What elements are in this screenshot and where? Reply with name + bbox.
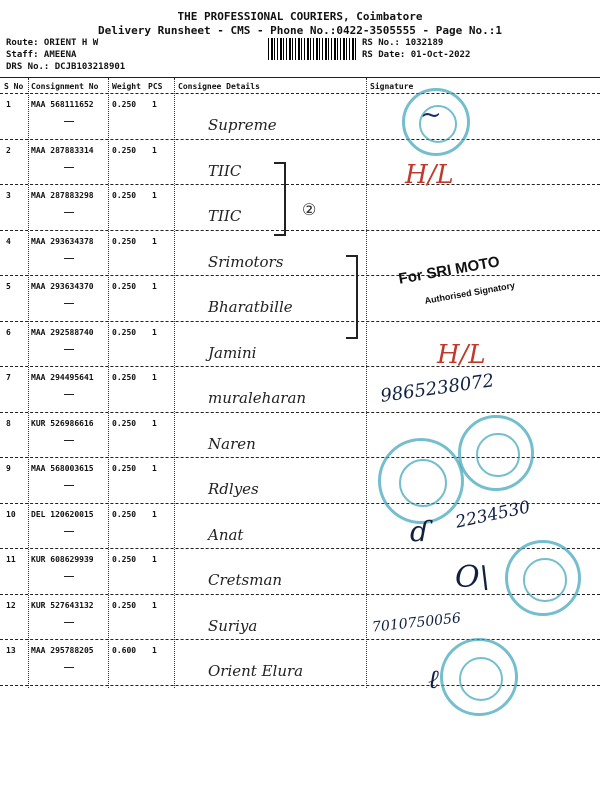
row-dash-mark [64,258,74,259]
col-divider [108,78,109,688]
row-sno: 5 [6,282,11,291]
row-separator [0,139,600,140]
col-header-sno: S No [4,82,24,91]
row-separator [0,412,600,413]
row-weight: 0.250 [112,236,137,246]
company-stamp [505,540,581,616]
col-header-signature: Signature [370,82,414,91]
row-dash-mark [64,440,74,441]
red-hl-mark: H/L [437,340,486,370]
row-dash-mark [64,531,74,532]
row-consignee: Jamini [208,343,257,362]
row-consignee: muraleharan [208,389,307,407]
row-pcs: 1 [152,509,157,519]
row-sno: 1 [6,100,11,109]
col-header-weight: Weight [112,82,141,91]
row-separator [0,230,600,231]
row-sno: 11 [6,555,16,564]
row-dash-mark [64,303,74,304]
row-consignee: Suriya [208,616,258,635]
row-dash-mark [64,121,74,122]
col-header-consignee: Consignee Details [178,82,260,91]
col-header-consignment: Consignment No [31,82,99,91]
row-weight: 0.250 [112,373,137,382]
row-pcs: 1 [152,464,157,473]
company-stamp [440,638,518,716]
row-consignment-no: MAA 293634370 [31,282,94,291]
row-sno: 13 [6,646,16,655]
row-sno: 4 [6,236,11,246]
row-consignment-no: MAA 568111652 [31,100,94,109]
row-weight: 0.600 [112,646,137,655]
number-handwritten: 2234530 [453,497,532,533]
runsheet-subtitle: Delivery Runsheet - CMS - Phone No.:0422-3505555 - Page No.:1 [98,24,502,37]
row-weight: 0.250 [112,282,137,291]
row-separator [0,321,600,322]
col-divider [174,78,175,688]
row-weight: 0.250 [112,418,137,428]
row-weight: 0.250 [112,191,137,200]
rs-no-label: RS No.: 1032189 [362,38,444,48]
row-weight: 0.250 [112,509,137,519]
row-separator [0,548,600,549]
row-dash-mark [64,622,74,623]
row-consignment-no: DEL 120620015 [31,509,94,519]
row-pcs: 1 [152,418,157,428]
signature-scribble: ~ [420,100,442,130]
red-hl-mark: H/L [405,160,454,190]
row-dash-mark [64,212,74,213]
row-sno: 10 [6,509,16,519]
drs-label: DRS No.: DCJB103218901 [6,62,126,72]
row-consignment-no: MAA 295788205 [31,646,94,655]
row-pcs: 1 [152,100,157,109]
header-top-line [0,77,600,78]
signature-scribble: O\ [455,560,490,595]
company-title: THE PROFESSIONAL COURIERS, Coimbatore [177,10,423,23]
row-consignment-no: MAA 294495641 [31,373,94,382]
row-consignee: Bharatbille [208,298,293,316]
row-dash-mark [64,167,74,168]
row-consignee: Naren [208,434,256,453]
row-consignment-no: KUR 526986616 [31,418,94,428]
row-consignee: Supreme [208,116,277,134]
route-label: Route: ORIENT H W [6,38,99,48]
row-sno: 9 [6,464,11,473]
staff-label: Staff: AMEENA [6,50,77,60]
phone-handwritten: 9865238072 [379,370,496,407]
row-consignment-no: MAA 287883314 [31,145,94,155]
row-sno: 6 [6,327,11,337]
company-stamp [458,415,534,491]
bracket-mark [346,255,358,339]
row-pcs: 1 [152,555,157,564]
row-sno: 3 [6,191,11,200]
row-pcs: 1 [152,236,157,246]
row-dash-mark [64,485,74,486]
signature-scribble: ɗ [410,515,430,548]
row-pcs: 1 [152,600,157,610]
row-pcs: 1 [152,282,157,291]
row-consignee: TIIC [208,161,242,180]
row-pcs: 1 [152,646,157,655]
row-consignment-no: KUR 527643132 [31,600,94,610]
row-weight: 0.250 [112,327,137,337]
row-separator [0,639,600,640]
company-stamp [378,438,464,524]
signature-scribble: ℓ [428,665,439,695]
row-consignee: Cretsman [208,571,283,589]
row-dash-mark [64,576,74,577]
row-consignment-no: MAA 292588740 [31,327,94,337]
col-divider [366,78,367,688]
sri-motors-stamp: For SRI MOTO [397,253,501,288]
row-consignment-no: KUR 608629939 [31,555,94,564]
row-separator [0,275,600,276]
row-pcs: 1 [152,191,157,200]
phone-handwritten: 7010750056 [371,610,462,636]
row-weight: 0.250 [112,464,137,473]
header-bottom-line [0,93,600,94]
authorised-signatory-text: Authorised Signatory [423,280,516,306]
row-sno: 8 [6,418,11,428]
row-pcs: 1 [152,327,157,337]
barcode [268,38,356,60]
row-weight: 0.250 [112,600,137,610]
row-consignee: TIIC [208,207,242,225]
circled-two-mark: ② [302,200,317,219]
bracket-mark [274,162,286,236]
row-consignment-no: MAA 568003615 [31,464,94,473]
row-weight: 0.250 [112,145,137,155]
row-dash-mark [64,394,74,395]
row-sno: 2 [6,145,11,155]
row-dash-mark [64,349,74,350]
row-consignee: Anat [208,525,244,544]
row-weight: 0.250 [112,100,137,109]
row-sno: 7 [6,373,11,382]
col-divider [28,78,29,688]
row-consignee: Srimotors [208,252,284,271]
row-weight: 0.250 [112,555,137,564]
row-consignment-no: MAA 287883298 [31,191,94,200]
rs-date-label: RS Date: 01-Oct-2022 [362,50,471,60]
row-pcs: 1 [152,145,157,155]
row-sno: 12 [6,600,16,610]
row-dash-mark [64,667,74,668]
row-consignment-no: MAA 293634378 [31,236,94,246]
row-consignee: Rdlyes [208,480,259,498]
col-header-pcs: PCS [148,82,163,91]
row-consignee: Orient Elura [208,662,304,680]
row-separator [0,366,600,367]
row-separator [0,184,600,185]
row-pcs: 1 [152,373,157,382]
